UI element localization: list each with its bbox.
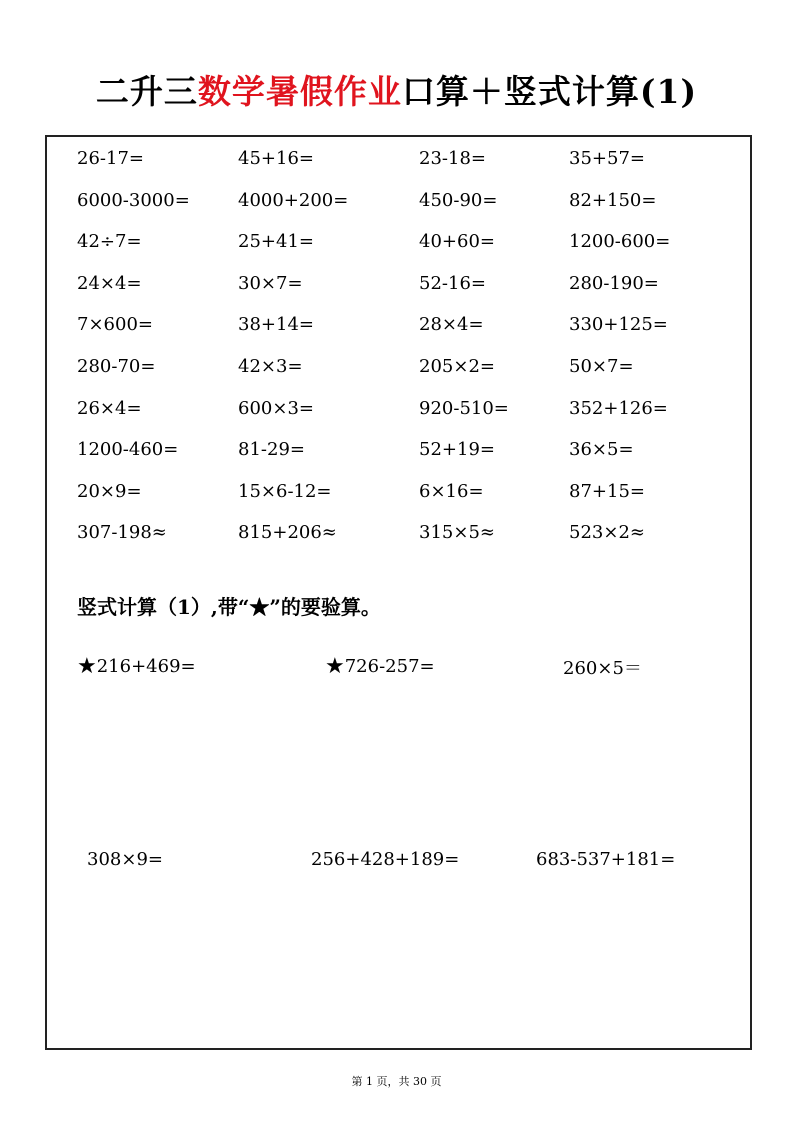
- oral-problem: 24×4=: [77, 272, 142, 294]
- vertical-problem-6: [536, 848, 675, 872]
- oral-problem: 523×2≈: [569, 522, 645, 544]
- oral-problem: 4000+200=: [238, 189, 349, 211]
- oral-problem: 26×4=: [77, 397, 142, 419]
- oral-problem: 30×7=: [238, 272, 303, 294]
- oral-problem: 600×3=: [238, 397, 314, 419]
- oral-problem: 82+150=: [569, 189, 657, 211]
- title-part-subject: 数学暑假作业: [197, 72, 402, 111]
- oral-problem: 52-16=: [419, 272, 486, 294]
- oral-row-10: [77, 521, 737, 563]
- oral-row-2: [77, 189, 737, 231]
- oral-row-7: [77, 397, 737, 439]
- oral-problem: 6000-3000=: [77, 189, 190, 211]
- oral-problem: 35+57=: [569, 148, 645, 169]
- oral-row-5: [77, 313, 737, 355]
- oral-row-4: [77, 272, 737, 314]
- vertical-problem-text: 256+428+189=: [311, 849, 460, 870]
- oral-problem: 20×9=: [77, 480, 142, 502]
- oral-problem: 280-190=: [569, 272, 659, 294]
- oral-problem: 81-29=: [238, 439, 305, 461]
- vertical-problem-2: [325, 655, 435, 679]
- oral-row-1: [77, 147, 737, 189]
- page-footer: 第 1 页，共 30 页: [351, 1075, 442, 1088]
- oral-problem: 36×5=: [569, 439, 634, 461]
- worksheet-frame: [45, 135, 752, 1050]
- oral-problem: 26-17=: [77, 148, 144, 169]
- oral-problem: 352+126=: [569, 397, 668, 419]
- title-part-topic: 口算＋竖式计算(1): [401, 72, 698, 111]
- oral-problem: 38+14=: [238, 314, 314, 336]
- oral-problem: 1200-600=: [569, 231, 671, 253]
- vertical-problem-text: 216+469=: [96, 656, 196, 677]
- oral-problem: 50×7=: [569, 355, 634, 377]
- oral-problem: 23-18=: [419, 148, 486, 169]
- oral-problem: 15×6-12=: [238, 480, 332, 502]
- oral-problem: 815+206≈: [238, 522, 337, 544]
- vertical-problem-5: [311, 848, 459, 872]
- oral-problem: 40+60=: [419, 231, 495, 253]
- oral-row-3: [77, 230, 737, 272]
- oral-row-6: [77, 355, 737, 397]
- oral-problem: 450-90=: [419, 189, 498, 211]
- vertical-problem-text: 308×9=: [87, 849, 163, 870]
- vertical-problem-text: 726-257=: [344, 656, 435, 677]
- oral-problem: 315×5≈: [419, 522, 495, 544]
- oral-problem: 205×2=: [419, 355, 495, 377]
- vertical-section-title: 竖式计算（1）,带“★”的要验算。: [77, 595, 381, 619]
- star-icon: ★: [77, 654, 97, 679]
- oral-problem: 87+15=: [569, 480, 645, 502]
- oral-problem: 6×16=: [419, 480, 484, 502]
- vertical-problem-text: 683-537+181=: [536, 849, 676, 870]
- oral-problem: 920-510=: [419, 397, 509, 419]
- vertical-problem-text: 260×5＝: [563, 658, 642, 679]
- oral-problem: 42×3=: [238, 355, 303, 377]
- oral-row-8: [77, 438, 737, 480]
- oral-problem: 330+125=: [569, 314, 668, 336]
- oral-problem: 28×4=: [419, 314, 484, 336]
- oral-problem: 52+19=: [419, 439, 495, 461]
- oral-problem: 1200-460=: [77, 439, 179, 461]
- vertical-problem-4: [87, 848, 163, 872]
- oral-problem: 45+16=: [238, 148, 314, 169]
- oral-problem: 25+41=: [238, 231, 314, 253]
- vertical-problem-3: [563, 657, 642, 681]
- oral-row-9: [77, 480, 737, 522]
- oral-problem: 7×600=: [77, 314, 153, 336]
- oral-problem: 307-198≈: [77, 522, 167, 544]
- oral-problem: 280-70=: [77, 355, 156, 377]
- title-part-grade: 二升三: [95, 72, 198, 111]
- page-title: [0, 66, 793, 113]
- oral-calculation-grid: [77, 147, 737, 563]
- oral-problem: 42÷7=: [77, 231, 142, 253]
- star-icon: ★: [325, 654, 345, 679]
- vertical-problem-1: [77, 655, 196, 679]
